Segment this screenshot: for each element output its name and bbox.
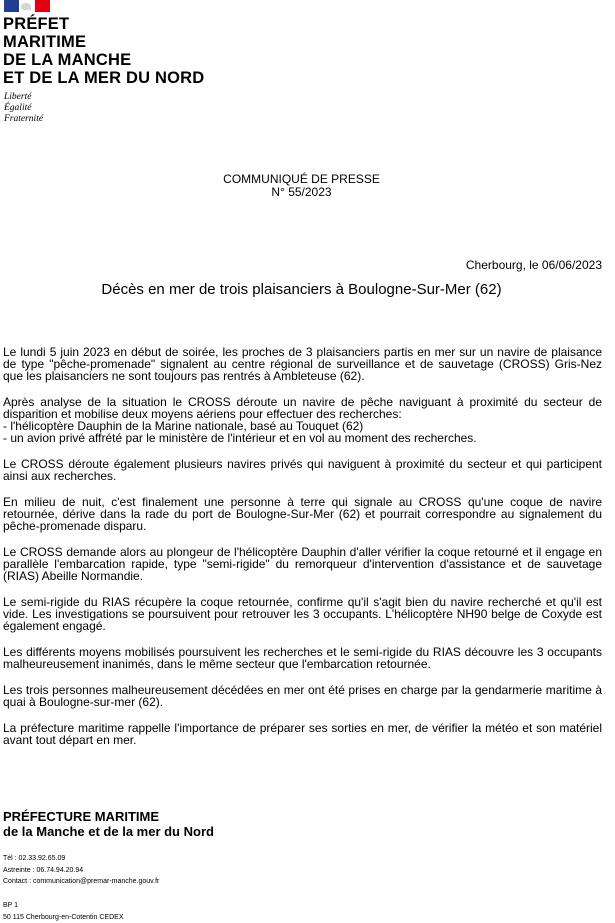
flag-white-stripe: [19, 0, 34, 12]
footer-contact: [3, 853, 159, 888]
paragraph-8: Les trois personnes malheureusement décédées en mer ont été prises en charge par la gendarmerie maritime à quai à Boulogne-sur-mer (62).: [3, 684, 602, 708]
footer-contact-email[interactable]: Contact : communication@premar-manche.gouv.fr: [3, 876, 159, 888]
prefet-maritime-block: [3, 15, 204, 87]
paragraph-9: La préfecture maritime rappelle l'importance de préparer ses sorties en mer, de vérifier la météo et son matériel avant tout départ en mer.: [3, 722, 602, 746]
document-title: Décès en mer de trois plaisanciers à Boulogne-Sur-Mer (62): [0, 281, 603, 298]
footer-address: [3, 900, 124, 923]
republic-motto: [4, 92, 43, 125]
paragraph-1: Le lundi 5 juin 2023 en début de soirée, les proches de 3 plaisanciers partis en mer sur un navire de plaisance de type "pêche-promenade" signalent au centre régional de surveillance et de sauvetage (CROSS) Gris-Nez que les plaisanciers ne sont toujours pas rentrés à Ambleteuse (62).: [3, 346, 602, 382]
paragraph-6: Le semi-rigide du RIAS récupère la coque retournée, confirme qu'il s'agit bien du navire recherché et qu'il est vide. Les investigations se poursuivent pour retrouver les 3 occupants. L'hélicoptère NH90 belge de Coxyde est également engagé.: [3, 596, 602, 632]
paragraph-4: En milieu de nuit, c'est finalement une personne à terre qui signale au CROSS qu'une coque de navire retournée, dérive dans la rade du port de Boulogne-Sur-Mer (62) et pourrait correspondre au signalement du pêche-promenade disparu.: [3, 496, 602, 532]
footer-bp: BP 1: [3, 900, 124, 912]
press-release-label: COMMUNIQUÉ DE PRESSE: [0, 173, 603, 186]
motto-egalite: Égalité: [4, 103, 43, 114]
footer-org-line-1: PRÉFECTURE MARITIME: [3, 809, 214, 824]
footer-city: 50 115 Cherbourg-en-Cotentin CEDEX: [3, 912, 124, 923]
paragraph-7: Les différents moyens mobilisés poursuivent les recherches et le semi-rigide du RIAS découvre les 3 occupants malheureusement inanimés, dans le même secteur que l'embarcation retournée.: [3, 646, 602, 670]
footer-org-line-2: de la Manche et de la mer du Nord: [3, 824, 214, 839]
motto-fraternite: Fraternité: [4, 114, 43, 125]
motto-liberte: Liberté: [4, 92, 43, 103]
paragraph-3: Le CROSS déroute également plusieurs navires privés qui naviguent à proximité du secteur et qui participent ainsi aux recherches.: [3, 458, 602, 482]
brand-line-3: DE LA MANCHE: [3, 51, 204, 69]
flag-blue-stripe: [4, 0, 19, 12]
footer-tel: Tél : 02.33.92.65.09: [3, 853, 159, 865]
footer-organization: [3, 809, 214, 839]
footer-astreinte: Astreinte : 06.74.94.20.94: [3, 865, 159, 877]
brand-line-2: MARITIME: [3, 33, 204, 51]
document-body: [3, 346, 602, 760]
place-and-date: Cherbourg, le 06/06/2023: [466, 258, 602, 272]
press-release-heading: [0, 173, 603, 199]
press-release-number: N° 55/2023: [0, 186, 603, 199]
brand-line-1: PRÉFET: [3, 15, 204, 33]
paragraph-2: Après analyse de la situation le CROSS déroute un navire de pêche naviguant à proximité du secteur de disparition et mobilise deux moyens aériens pour effectuer des recherches: - l'hélicoptère Dauphin de la Marine nationale, basé au Touquet (62) - un avion privé affrété par le ministère de l'intérieur et en vol au moment des recherches.: [3, 396, 602, 444]
french-flag-logo: [4, 0, 50, 12]
flag-red-stripe: [35, 0, 50, 12]
brand-line-4: ET DE LA MER DU NORD: [3, 69, 204, 87]
paragraph-5: Le CROSS demande alors au plongeur de l'hélicoptère Dauphin d'aller vérifier la coque retourné et il engage en parallèle l'embarcation rapide, type "semi-rigide" du remorqueur d'intervention d'assistance et de sauvetage (RIAS) Abeille Normandie.: [3, 546, 602, 582]
